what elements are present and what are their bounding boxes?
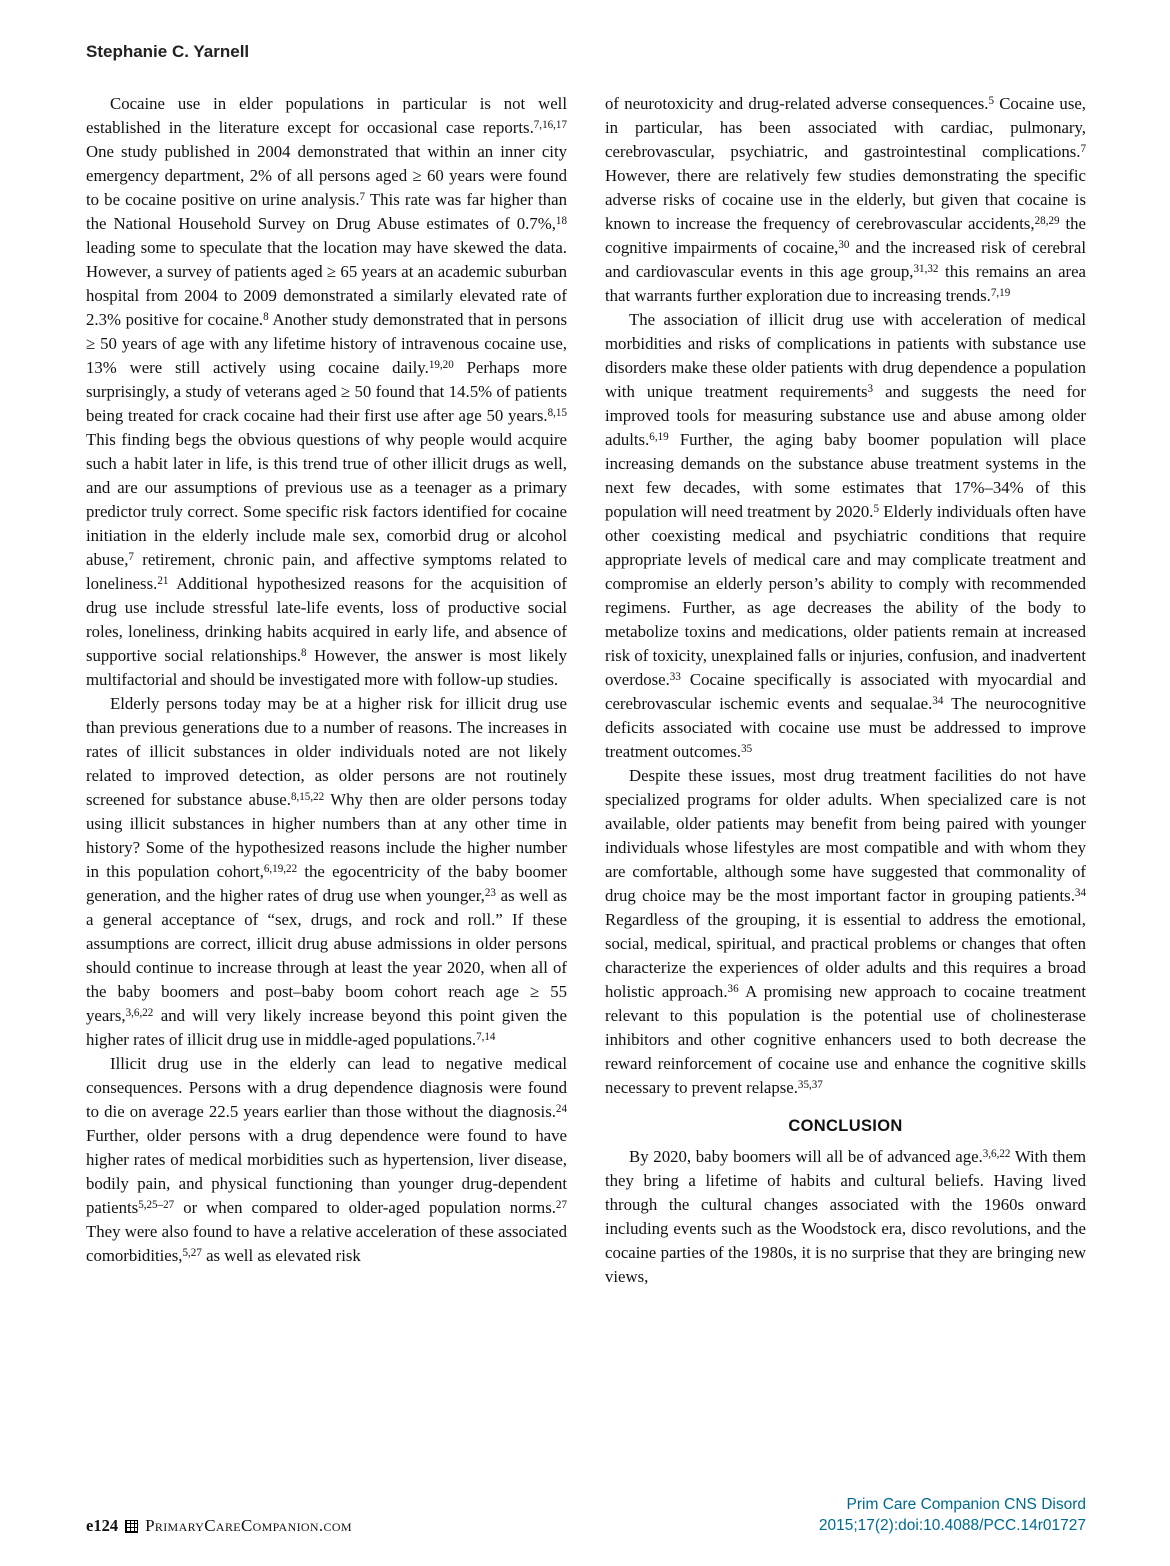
journal-site: PrimaryCareCompanion.com [145,1516,352,1535]
reference-superscript: 7 [359,191,366,204]
reference-superscript: 33 [669,671,681,684]
reference-superscript: 3,6,22 [125,1007,154,1020]
paragraph: Illicit drug use in the elderly can lead to negative medical consequences. Persons with a drug dependence diagnosis were found to die on average 22.5 years earlier than those without the diagnosis.$^{24}$ Further, older persons with a drug dependence were found to have higher rates of medical morbidities such as hypertension, liver disease, bodily pain, and physical functioning than younger drug-dependent patients$^{5,25-27}$ or when compared to older-aged population norms.$^{27}$ They were also found to have a relative acceleration of these associated comorbidities,$^{5,27}$ as well as elevated risk [86,1054,567,1265]
reference-superscript: 35,37 [797,1079,823,1092]
reference-superscript: 5,27 [182,1247,202,1260]
article-body [86,92,1086,1477]
paragraph: of neurotoxicity and drug-related adverse consequences.$^5$ Cocaine use, in particular, has been associated with cardiac, pulmonary, cerebrovascular, psychiatric, and gastrointestinal complications.$^7$ However, there are relatively few studies demonstrating the specific adverse risks of cocaine use in the elderly, but given that cocaine is known to increase the frequency of cerebrovascular accidents,$^{28,29}$ the cognitive impairments of cocaine,$^{30}$ and the increased risk of cerebral and cardiovascular events in this age group,$^{31,32}$ this remains an area that warrants further exploration due to increasing trends.$^{7,19}$ [605,94,1086,305]
citation-journal: Prim Care Companion CNS Disord [846,1496,1086,1514]
reference-superscript: 34 [932,695,944,708]
reference-superscript: 31,32 [913,263,939,276]
reference-superscript: 18 [555,215,567,228]
reference-superscript: 30 [838,239,850,252]
running-head [86,42,1086,62]
reference-superscript: 8 [263,311,269,324]
section-heading: CONCLUSION [788,1117,903,1135]
reference-superscript: 5 [988,95,995,108]
reference-superscript: 35 [741,743,753,756]
reference-superscript: 5,25–27 [138,1199,175,1212]
reference-superscript: 28,29 [1034,215,1060,228]
reference-superscript: 7,19 [990,287,1011,300]
reference-superscript: 19,20 [428,359,454,372]
reference-superscript: 7,16,17 [533,119,567,132]
reference-superscript: 3 [867,383,874,396]
reference-superscript: 24 [555,1103,567,1116]
reference-superscript: 36 [727,983,739,996]
reference-superscript: 3,6,22 [982,1148,1011,1161]
citation-doi: 2015;17(2):doi:10.4088/PCC.14r01727 [818,1516,1086,1534]
paragraph: By 2020, baby boomers will all be of advanced age.$^{3,6,22}$ With them they bring a lifetime of habits and cultural beliefs. Having lived through the cultural changes associated with the 1960s onward including events such as the Woodstock era, disco revolutions, and the cocaine parties of the 1980s, it is no surprise that they are bringing new views, [605,1147,1087,1286]
author-name: Stephanie C. Yarnell [86,42,250,61]
reference-superscript: 7 [1080,143,1086,156]
paragraph: Despite these issues, most drug treatment facilities do not have specialized programs for older adults. When specialized care is not available, older patients may benefit from being paired with younger individuals whose lifestyles are most compatible and with whom they are comfortable, although some have suggested that commonality of drug choice may be the most important factor in grouping patients.$^{34}$ Regardless of the grouping, it is essential to address the emotional, social, medical, spiritual, and practical problems or changes that often characterize the experiences of older adults and this requires a broad holistic approach.$^{36}$ A promising new approach to cocaine treatment relevant to this population is the potential use of cholinesterase inhibitors and other cognitive enhancers used to both decrease the reward reinforcement of cocaine use and enhance the cognitive skills necessary to prevent relapse.$^{35,37}$ [605,766,1086,1097]
reference-superscript: 8,15,22 [290,791,325,804]
paragraph: Cocaine use in elder populations in particular is not well established in the literature except for occasional case reports.$^{7,16,17}$ One study published in 2004 demonstrated that within an inner city emergency department, 2% of all persons aged ≥ 60 years were found to be cocaine positive on urine analysis.$^7$ This rate was far higher than the National Household Survey on Drug Abuse estimates of 0.7%,$^{18}$ leading some to speculate that the location may have skewed the data. However, a survey of patients aged ≥ 65 years at an academic suburban hospital from 2004 to 2009 demonstrated a similarly elevated rate of 2.3% positive for cocaine.$^8$ Another study demonstrated that in persons ≥ 50 years of age with any lifetime history of intravenous cocaine use, 13% were still actively using cocaine daily.$^{19,20}$ Perhaps more surprisingly, a study of veterans aged ≥ 50 found that 14.5% of patients being treated for crack cocaine had their first use after age 50 years.$^{8,15}$ This finding begs the obvious questions of why people would acquire such a habit later in life, is this trend true of other illicit drugs as well, and are our assumptions of previous use as a teenager as a primary predictor truly correct. Some specific risk factors identified for cocaine initiation in the elderly include male sex, comorbid drug or alcohol abuse,$^7$ retirement, chronic pain, and affective symptoms related to loneliness.$^{21}$ Additional hypothesized reasons for the acquisition of drug use include stressful late-life events, loss of productive social roles, loneliness, drinking habits acquired in early life, and absence of supportive social relationships.$^8$ However, the answer is most likely multifactorial and should be investigated more with follow-up studies. [86,94,567,689]
reference-superscript: 27 [555,1199,567,1212]
footer-citation [819,1495,1086,1536]
reference-superscript: 6,19 [649,431,669,444]
reference-superscript: 23 [484,887,496,900]
reference-superscript: 21 [157,575,169,588]
right-column [605,92,1086,1289]
paragraph: Elderly persons today may be at a higher risk for illicit drug use than previous generations due to a number of reasons. The increases in rates of illicit substances in older individuals noted are not likely related to improved detection, as older persons are not routinely screened for substance abuse.$^{8,15,22}$ Why then are older persons today using illicit substances in higher numbers than at any other time in history? Some of the hypothesized reasons include the higher number in this population cohort,$^{6,19,22}$ the egocentricity of the baby boomer generation, and the higher rates of drug use when younger,$^{23}$ as well as a general acceptance of “sex, drugs, and rock and roll.” If these assumptions are correct, illicit drug abuse admissions in older persons should continue to increase through at least the year 2020, when all of the baby boomers and post–baby boom cohort reach age ≥ 55 years,$^{3,6,22}$ and will very likely increase beyond this point given the higher rates of illicit drug use in middle-aged populations.$^{7,14}$ [86,694,568,1049]
journal-logo-icon [125,1520,138,1533]
left-column [86,92,567,1268]
footer-left [86,1516,352,1536]
reference-superscript: 7,14 [476,1031,496,1044]
reference-superscript: 8 [301,647,307,660]
reference-superscript: 8,15 [547,407,567,420]
reference-superscript: 7 [128,551,134,564]
page-number: e124 [86,1516,119,1535]
paragraph: The association of illicit drug use with acceleration of medical morbidities and risks of complications in patients with substance use disorders make these older patients with drug dependence a population with unique treatment requirements$^3$ and suggests the need for improved tools for measuring substance use and abuse among older adults.$^{6,19}$ Further, the aging baby boomer population will place increasing demands on the substance abuse treatment systems in the next few decades, with some estimates that 17%–34% of this population will need treatment by 2020.$^5$ Elderly individuals often have other coexisting medical and psychiatric conditions that require appropriate levels of medical care and may complicate treatment and compromise an elderly person’s ability to comply with recommended regimens. Further, as age decreases the ability of the body to metabolize toxins and medications, older patients remain at increased risk of toxicity, unexplained falls or injuries, confusion, and inadvertent overdose.$^{33}$ Cocaine specifically is associated with myocardial and cerebrovascular ischemic events and sequalae.$^{34}$ The neurocognitive deficits associated with cocaine use must be addressed to improve treatment outcomes.$^{35}$ [605,310,1087,761]
page-footer [86,1495,1086,1536]
reference-superscript: 6,19,22 [263,863,298,876]
reference-superscript: 34 [1074,887,1086,900]
reference-superscript: 5 [873,503,880,516]
